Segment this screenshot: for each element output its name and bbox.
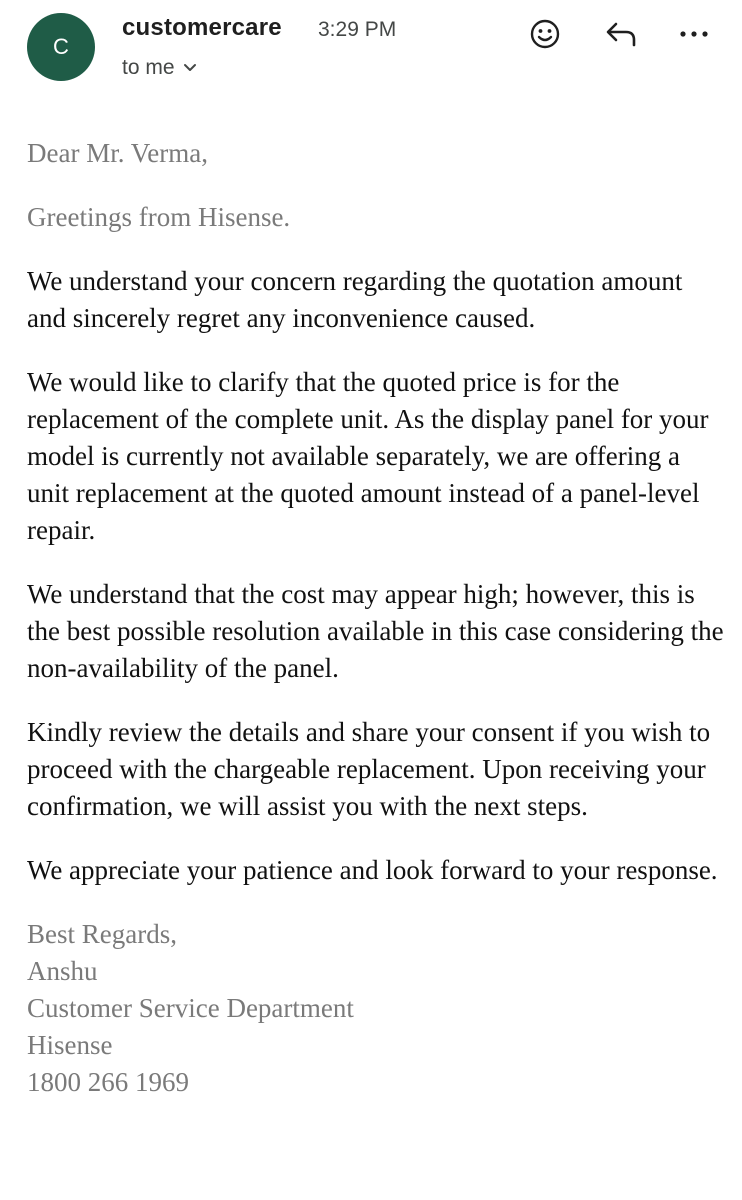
body-paragraph: We appreciate your patience and look forward to your response. xyxy=(27,855,718,885)
body-paragraph: We understand your concern regarding the quotation amount and sincerely regret any inconvenience caused. xyxy=(27,266,683,333)
signature-closing: Best Regards, xyxy=(27,919,177,949)
recipient-toggle[interactable] xyxy=(122,56,197,80)
signature xyxy=(27,916,727,1101)
sender-avatar[interactable]: C xyxy=(27,13,95,81)
email-time: 3:29 PM xyxy=(318,18,397,41)
greeting: Greetings from Hisense. xyxy=(27,202,291,232)
signature-company: Hisense xyxy=(27,1030,113,1060)
sender-name[interactable]: customercare xyxy=(122,14,282,41)
reply-button[interactable] xyxy=(601,14,641,54)
email-body xyxy=(27,135,727,1101)
emoji-react-button[interactable] xyxy=(525,14,565,54)
reply-icon xyxy=(604,19,638,49)
body-paragraph: We understand that the cost may appear high; however, this is the best possible resolution available in this case considering the non-availability of the panel. xyxy=(27,579,724,683)
signature-name: Anshu xyxy=(27,956,98,986)
more-options-button[interactable] xyxy=(674,14,714,54)
signature-department: Customer Service Department xyxy=(27,993,354,1023)
emoji-icon xyxy=(529,18,561,50)
recipient-label: to me xyxy=(122,56,175,79)
email-header xyxy=(0,0,742,110)
body-paragraph: Kindly review the details and share your consent if you wish to proceed with the chargeable replacement. Upon receiving your confirmation, we will assist you with the next steps. xyxy=(27,717,711,821)
more-icon xyxy=(678,29,710,39)
chevron-down-icon xyxy=(183,63,197,73)
signature-phone[interactable]: 1800 266 1969 xyxy=(27,1067,189,1097)
salutation: Dear Mr. Verma, xyxy=(27,138,208,168)
body-paragraph: We would like to clarify that the quoted price is for the replacement of the complete unit. As the display panel for your model is currently not available separately, we are offering a unit replacement at the quoted amount instead of a panel-level repair. xyxy=(27,367,709,545)
